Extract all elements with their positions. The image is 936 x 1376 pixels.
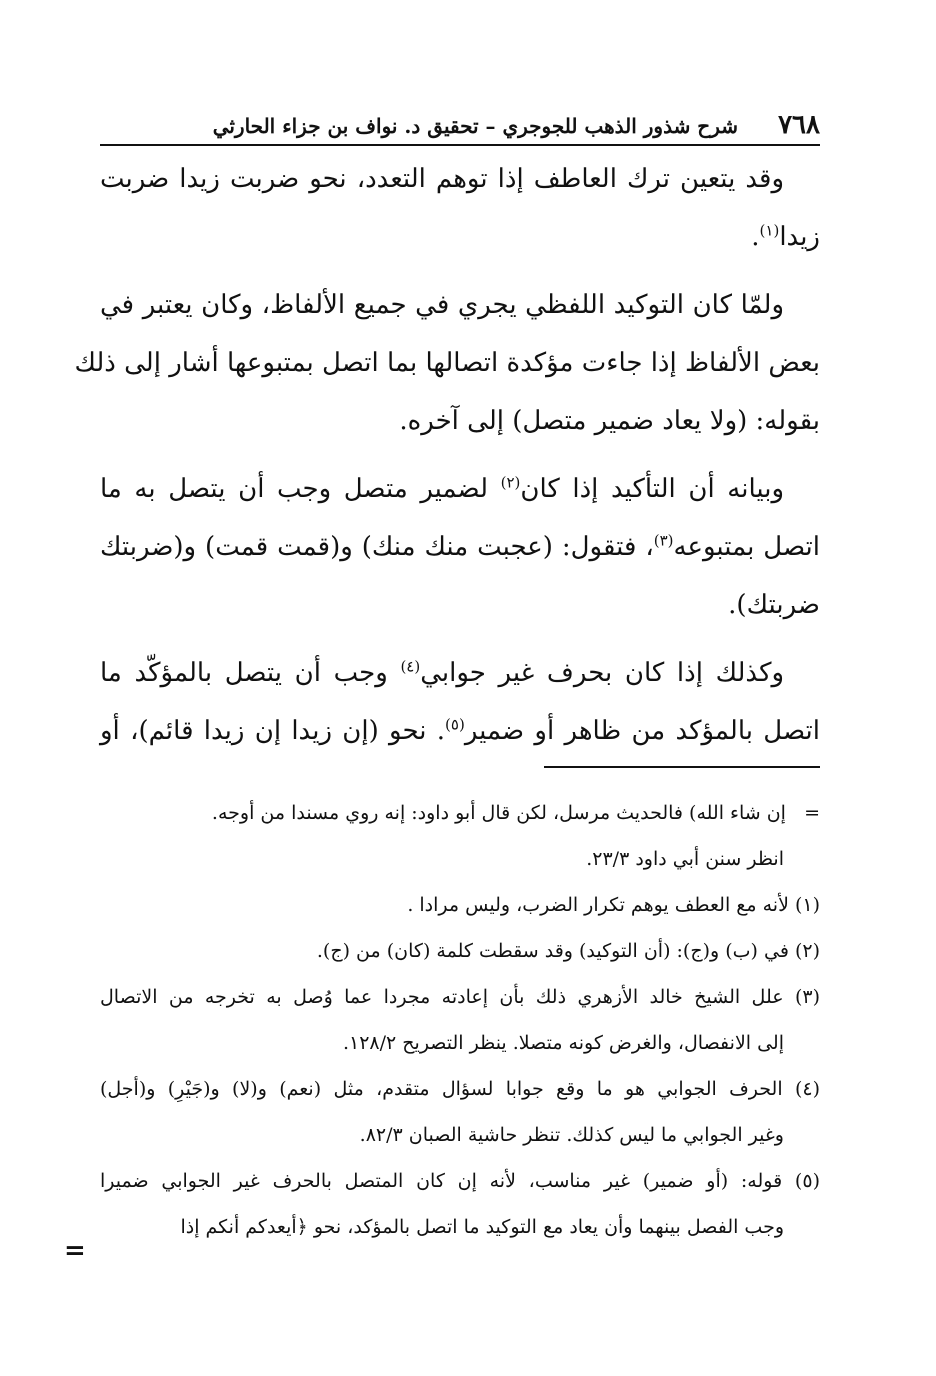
- text-line: [100, 460, 820, 518]
- text-fragment: زيدا: [779, 222, 820, 252]
- footnote-line: (٢) في (ب) و(ج): (أن التوكيد) وقد سقطت كلمة (كان) من (ج).: [316, 940, 820, 962]
- text-line: زيدا$^{(١)}$.: [751, 221, 820, 252]
- footnote-line: (٥) قوله: (أو ضمير) غير مناسب، لأنه إن كان المتصل بالحرف غير الجوابي ضميرا: [100, 1170, 820, 1192]
- footnote-line: وجب الفصل بينهما وأن يعاد مع التوكيد ما اتصل بالمؤكد، نحو ﴿أيعدكم أنكم إذا: [180, 1216, 784, 1238]
- footnote-ref: (٣): [653, 531, 674, 550]
- text-line: [100, 518, 820, 576]
- footnote-line: (١) لأنه مع العطف يوهم تكرار الضرب، وليس مرادا .: [407, 894, 820, 916]
- footnote-ref: (٤): [400, 657, 421, 676]
- text-fragment: اتصل بالمؤكد من ظاهر أو ضمير: [464, 716, 820, 746]
- text-fragment: وكذلك إذا كان بحرف غير جوابي: [420, 658, 784, 688]
- text-fragment: وبيانه أن التأكيد إذا كان: [520, 474, 784, 504]
- footnote-line: انظر سنن أبي داود ٢٣/٣.: [586, 848, 784, 870]
- text-fragment: لضمير متصل وجب أن يتصل به ما: [100, 474, 489, 504]
- text-fragment: ، فتقول: (عجبت منك منك) و(قمت قمت) و(ضربتك: [100, 532, 654, 562]
- text-line: [100, 644, 820, 702]
- footnote-ref: (٢): [500, 473, 521, 492]
- page-number: ٧٦٨: [778, 110, 820, 140]
- footnote-line: (٣) علل الشيخ خالد الأزهري ذلك بأن إعادته مجردا عما وُصل به تخرجه من الاتصال: [100, 986, 820, 1008]
- footnote-separator: [544, 766, 820, 768]
- text-fragment: اتصل بمتبوعه: [673, 532, 820, 562]
- footnote-ref: (٥): [445, 715, 465, 734]
- text-fragment: . نحو (إن زيدا إن زيدا قائم)، أو: [100, 716, 446, 746]
- page-header: [100, 100, 820, 146]
- continuation-mark: =: [804, 802, 820, 824]
- footnote-text: إن شاء الله) فالحديث مرسل، لكن قال أبو داود: إنه روي مسندا من أوجه.: [211, 802, 786, 824]
- text-line: ولمّا كان التوكيد اللفظي يجري في جميع الألفاظ، وكان يعتبر في: [100, 290, 784, 320]
- continuation-mark: =: [64, 1236, 86, 1266]
- text-line: بقوله: (ولا يعاد ضمير متصل) إلى آخره.: [399, 406, 820, 436]
- main-text: [74, 150, 820, 760]
- text-line: [100, 702, 820, 760]
- text-line: وقد يتعين ترك العاطف إذا توهم التعدد، نحو ضربت زيدا ضربت: [100, 164, 784, 194]
- running-title: شرح شذور الذهب للجوجري – تحقيق د. نواف بن جزاء الحارثي: [212, 114, 738, 138]
- footnote-line: (٤) الحرف الجوابي هو ما وقع جوابا لسؤال متقدم، مثل (نعم) و(لا) و(جَيْرِ) و(أجل): [100, 1078, 820, 1100]
- footnote-line: إلى الانفصال، والغرض كونه متصلا. ينظر التصريح ١٢٨/٢.: [342, 1032, 784, 1054]
- footnote-line: وغير الجوابي ما ليس كذلك. تنظر حاشية الصبان ٨٢/٣.: [359, 1124, 784, 1146]
- footnote-line: [100, 790, 820, 836]
- footnotes: [100, 790, 820, 1250]
- footnote-ref: (١): [759, 221, 780, 240]
- text-fragment: وجب أن يتصل بالمؤكّد ما: [100, 658, 388, 688]
- text-line: بعض الألفاظ إذا جاءت مؤكدة اتصالها بما اتصل بمتبوعها أشار إلى ذلك: [74, 348, 820, 378]
- text-line: ضربتك).: [728, 590, 820, 620]
